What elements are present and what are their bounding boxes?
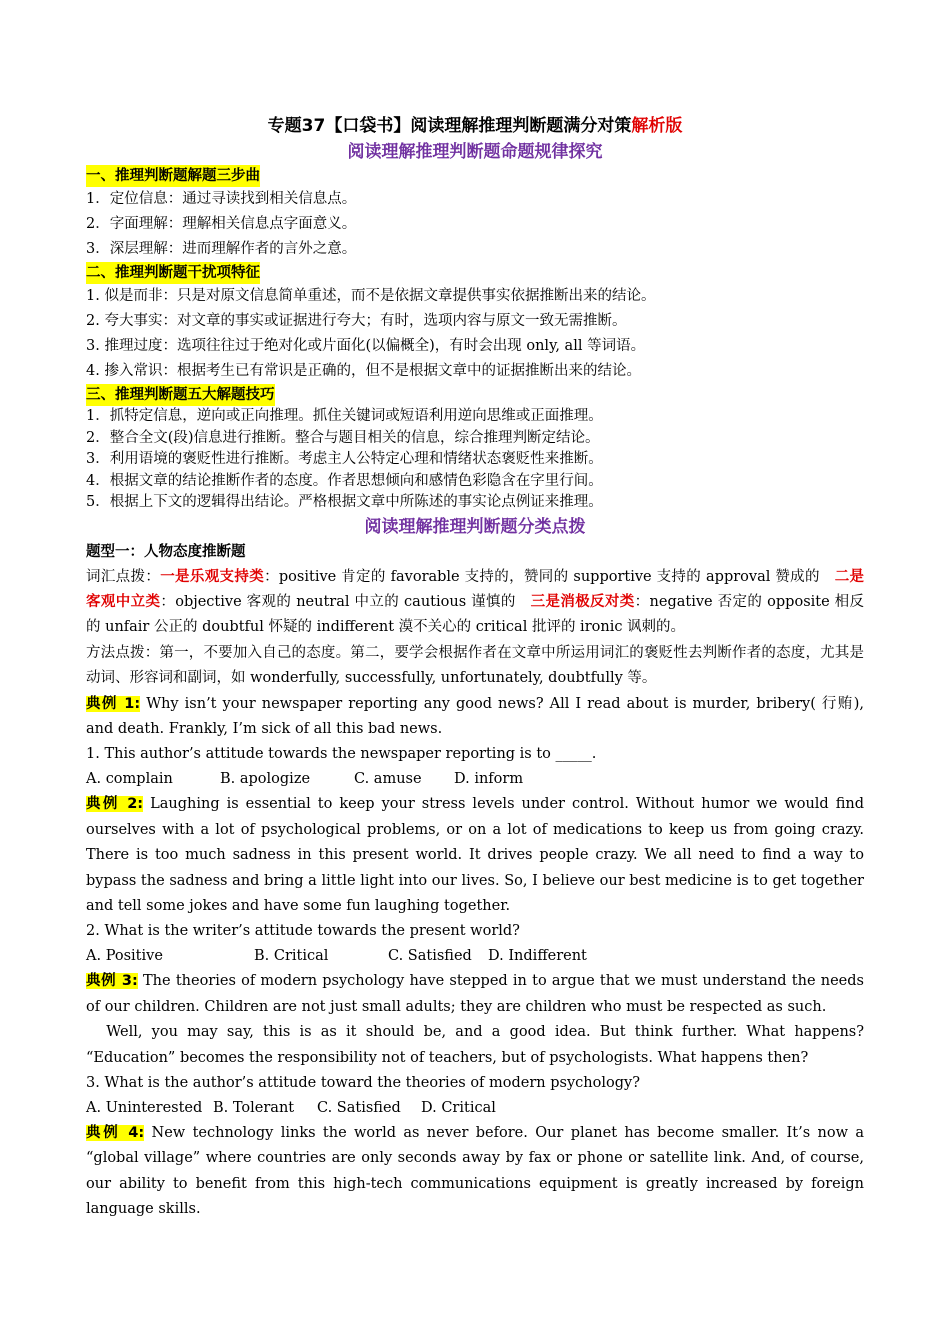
example-text: Laughing is essential to keep your stress levels under control. Without humor we would find ourselves with a lot of psychological problems, or on a lot of medications to keep us from going crazy. There is too much sadness in this present world. It drives people crazy. We all need to find a way to bypass the sadness and bring a little light into our lives. So, I believe our best medicine is to get together and tell some jokes and have some fun laughing together. bbox=[86, 796, 865, 914]
list-item: 2．字面理解：理解相关信息点字面意义。 bbox=[86, 216, 357, 232]
list-item: 4．根据文章的结论推断作者的态度。作者思想倾向和感情色彩隐含在字里行间。 bbox=[86, 472, 603, 489]
example-1 bbox=[86, 692, 864, 793]
option: C. amuse bbox=[354, 771, 422, 788]
option: B. Tolerant bbox=[213, 1100, 295, 1116]
list-item: 3．利用语境的褒贬性进行推断。考虑主人公特定心理和情绪状态褒贬性来推断。 bbox=[86, 451, 603, 467]
subtitle-categories: 阅读理解推理判断题分类点拨 bbox=[364, 516, 586, 537]
example-label: 典例 2: bbox=[86, 796, 144, 813]
option: D. inform bbox=[454, 771, 524, 788]
method-paragraph: 方法点拨：第一，不要加入自己的态度。第二，要学会根据作者在文章中所运用词汇的褒贬性去判断作者的态度，尤其是动词、形容词和副词，如 wonderfully, successfully, unfortunately, doubtfully 等。 bbox=[86, 644, 864, 687]
option: B. apologize bbox=[220, 771, 311, 788]
example-label: 典例 4: bbox=[86, 1125, 145, 1141]
section-heading: 一、推理判断题解题三步曲 bbox=[86, 165, 260, 187]
option: A. complain bbox=[86, 771, 173, 788]
category-positive-words: ：positive 肯定的 favorable 支持的，赞同的 supportive 支持的 approval 赞成的 bbox=[264, 568, 835, 585]
doc-title-tag: 解析版 bbox=[631, 116, 683, 136]
example-text: Why isn’t your newspaper reporting any good news? All I read about is murder, bribery( 行贿), and death. Frankly, I’m sick of all this bad news. bbox=[86, 695, 864, 737]
list-item: 2．整合全文(段)信息进行推断。整合与题目相关的信息，综合推理判断定结论。 bbox=[86, 429, 600, 446]
option: A. Uninterested bbox=[86, 1100, 203, 1116]
question: 1. This author’s attitude towards the newspaper reporting is to _____. bbox=[86, 746, 597, 763]
section-distractors bbox=[86, 262, 864, 384]
list-item: 4. 掺入常识：根据考生已有常识是正确的，但不是根据文章中的证据推断出来的结论。 bbox=[86, 363, 641, 379]
list-item: 2. 夸大事实：对文章的事实或证据进行夸大；有时，选项内容与原文一致无需推断。 bbox=[86, 313, 627, 329]
type-heading: 题型一：人物态度推断题 bbox=[86, 543, 246, 560]
example-label: 典例 1: bbox=[86, 695, 141, 712]
section-heading: 三、推理判断题五大解题技巧 bbox=[86, 384, 275, 406]
section-techniques bbox=[86, 384, 864, 514]
option: D. Indifferent bbox=[488, 948, 587, 965]
list-item: 5．根据上下文的逻辑得出结论。严格根据文章中所陈述的事实论点例证来推理。 bbox=[86, 494, 603, 510]
option: C. Satisfied bbox=[388, 948, 472, 965]
doc-title-main: 专题37【口袋书】阅读理解推理判断题满分对策 bbox=[267, 116, 632, 136]
options bbox=[86, 1096, 864, 1121]
section-heading: 二、推理判断题干扰项特征 bbox=[86, 262, 260, 284]
category-positive: 一是乐观支持类 bbox=[160, 568, 265, 585]
category-negative: 三是消极反对类 bbox=[530, 593, 635, 610]
vocab-paragraph bbox=[86, 565, 864, 641]
option: C. Satisfied bbox=[317, 1100, 401, 1116]
question: 2. What is the writer’s attitude towards the present world? bbox=[86, 923, 520, 940]
list-item: 3. 推理过度：选项往往过于绝对化或片面化(以偏概全)，有时会出现 only, all 等词语。 bbox=[86, 338, 646, 354]
example-text-paragraph: Well, you may say, this is as it should be, and a good idea. But think further. What happens? “Education” becomes the responsibility not of teachers, but of psychologists. What happens then? bbox=[86, 1024, 864, 1066]
option: B. Critical bbox=[254, 948, 329, 965]
doc-title bbox=[86, 113, 864, 139]
question: 3. What is the author’s attitude toward the theories of modern psychology? bbox=[86, 1075, 640, 1091]
subtitle-rules: 阅读理解推理判断题命题规律探究 bbox=[347, 142, 603, 162]
example-label: 典例 3: bbox=[86, 973, 138, 990]
option: A. Positive bbox=[86, 948, 163, 965]
list-item: 1．定位信息：通过寻读找到相关信息点。 bbox=[86, 191, 357, 207]
section-three-steps bbox=[86, 165, 864, 262]
list-item: 1. 似是而非：只是对原文信息简单重述，而不是依据文章提供事实依据推断出来的结论。 bbox=[86, 288, 656, 304]
category-neutral-words: ：objective 客观的 neutral 中立的 cautious 谨慎的 bbox=[160, 593, 531, 610]
example-text: New technology links the world as never before. Our planet has become smaller. It’s now a “global village” where countries are only seconds away by fax or phone or satellite link. And, of course, our ability to benefit from this high-tech communications equipment is greatly increased by foreign language skills. bbox=[86, 1125, 865, 1218]
category-neutral: 二是客观中立类 bbox=[86, 568, 865, 610]
example-text: The theories of modern psychology have stepped in to argue that we must understand the needs of our children. Children are not just small adults; they are children who must be respected as such. bbox=[86, 973, 864, 1015]
options bbox=[86, 767, 864, 792]
vocab-label: 词汇点拨： bbox=[86, 568, 161, 585]
category-negative-words: ：negative 否定的 opposite 相反的 unfair 公正的 doubtful 怀疑的 indifferent 漠不关心的 critical 批评的 ironic 讽刺的。 bbox=[86, 593, 865, 636]
option: D. Critical bbox=[421, 1100, 496, 1116]
list-item: 3．深层理解：进而理解作者的言外之意。 bbox=[86, 241, 357, 257]
options bbox=[86, 944, 864, 969]
example-4 bbox=[86, 1121, 864, 1223]
example-3 bbox=[86, 969, 864, 1121]
section-type1 bbox=[86, 540, 864, 692]
document-page bbox=[86, 113, 864, 1223]
list-item: 1．抓特定信息，逆向或正向推理。抓住关键词或短语利用逆向思维或正面推理。 bbox=[86, 408, 603, 424]
example-2 bbox=[86, 792, 864, 969]
